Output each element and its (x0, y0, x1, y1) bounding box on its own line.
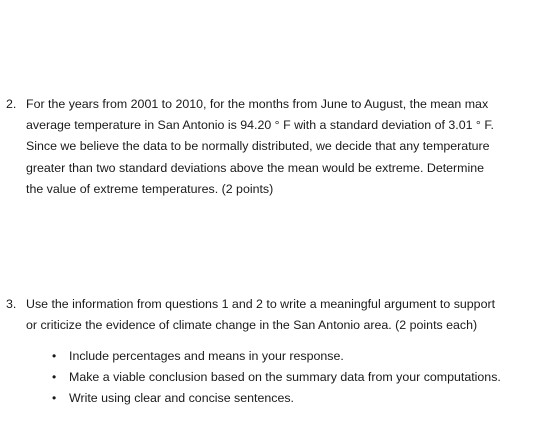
question-text (26, 294, 546, 336)
question-line: the value of extreme temperatures. (2 points) (26, 181, 274, 196)
bullet-item (0, 388, 548, 409)
question-number: 3. (6, 297, 17, 311)
question-line: Since we believe the data to be normally distributed, we decide that any temperature (26, 139, 490, 154)
question-line: Use the information from questions 1 and 2 to write a meaningful argument to support (26, 297, 496, 311)
bullet-dot-icon: • (52, 370, 57, 385)
bullet-item (0, 346, 548, 367)
bullet-dot-icon: • (52, 391, 57, 406)
bullet-list (0, 346, 548, 410)
question-number: 2. (6, 97, 17, 111)
question-line: or criticize the evidence of climate change in the San Antonio area. (2 points each) (26, 318, 478, 333)
question-text (26, 94, 546, 200)
question-line: average temperature in San Antonio is 94.20 ° F with a standard deviation of 3.01 ° F. (26, 118, 494, 133)
bullet-text: Include percentages and means in your response. (69, 349, 344, 363)
question-line: For the years from 2001 to 2010, for the months from June to August, the mean max (26, 97, 489, 111)
bullet-dot-icon: • (52, 349, 57, 363)
bullet-text: Make a viable conclusion based on the summary data from your computations. (69, 370, 501, 385)
question-line: greater than two standard deviations above the mean would be extreme. Determine (26, 160, 485, 175)
bullet-item (0, 367, 548, 388)
bullet-text: Write using clear and concise sentences. (69, 391, 294, 406)
